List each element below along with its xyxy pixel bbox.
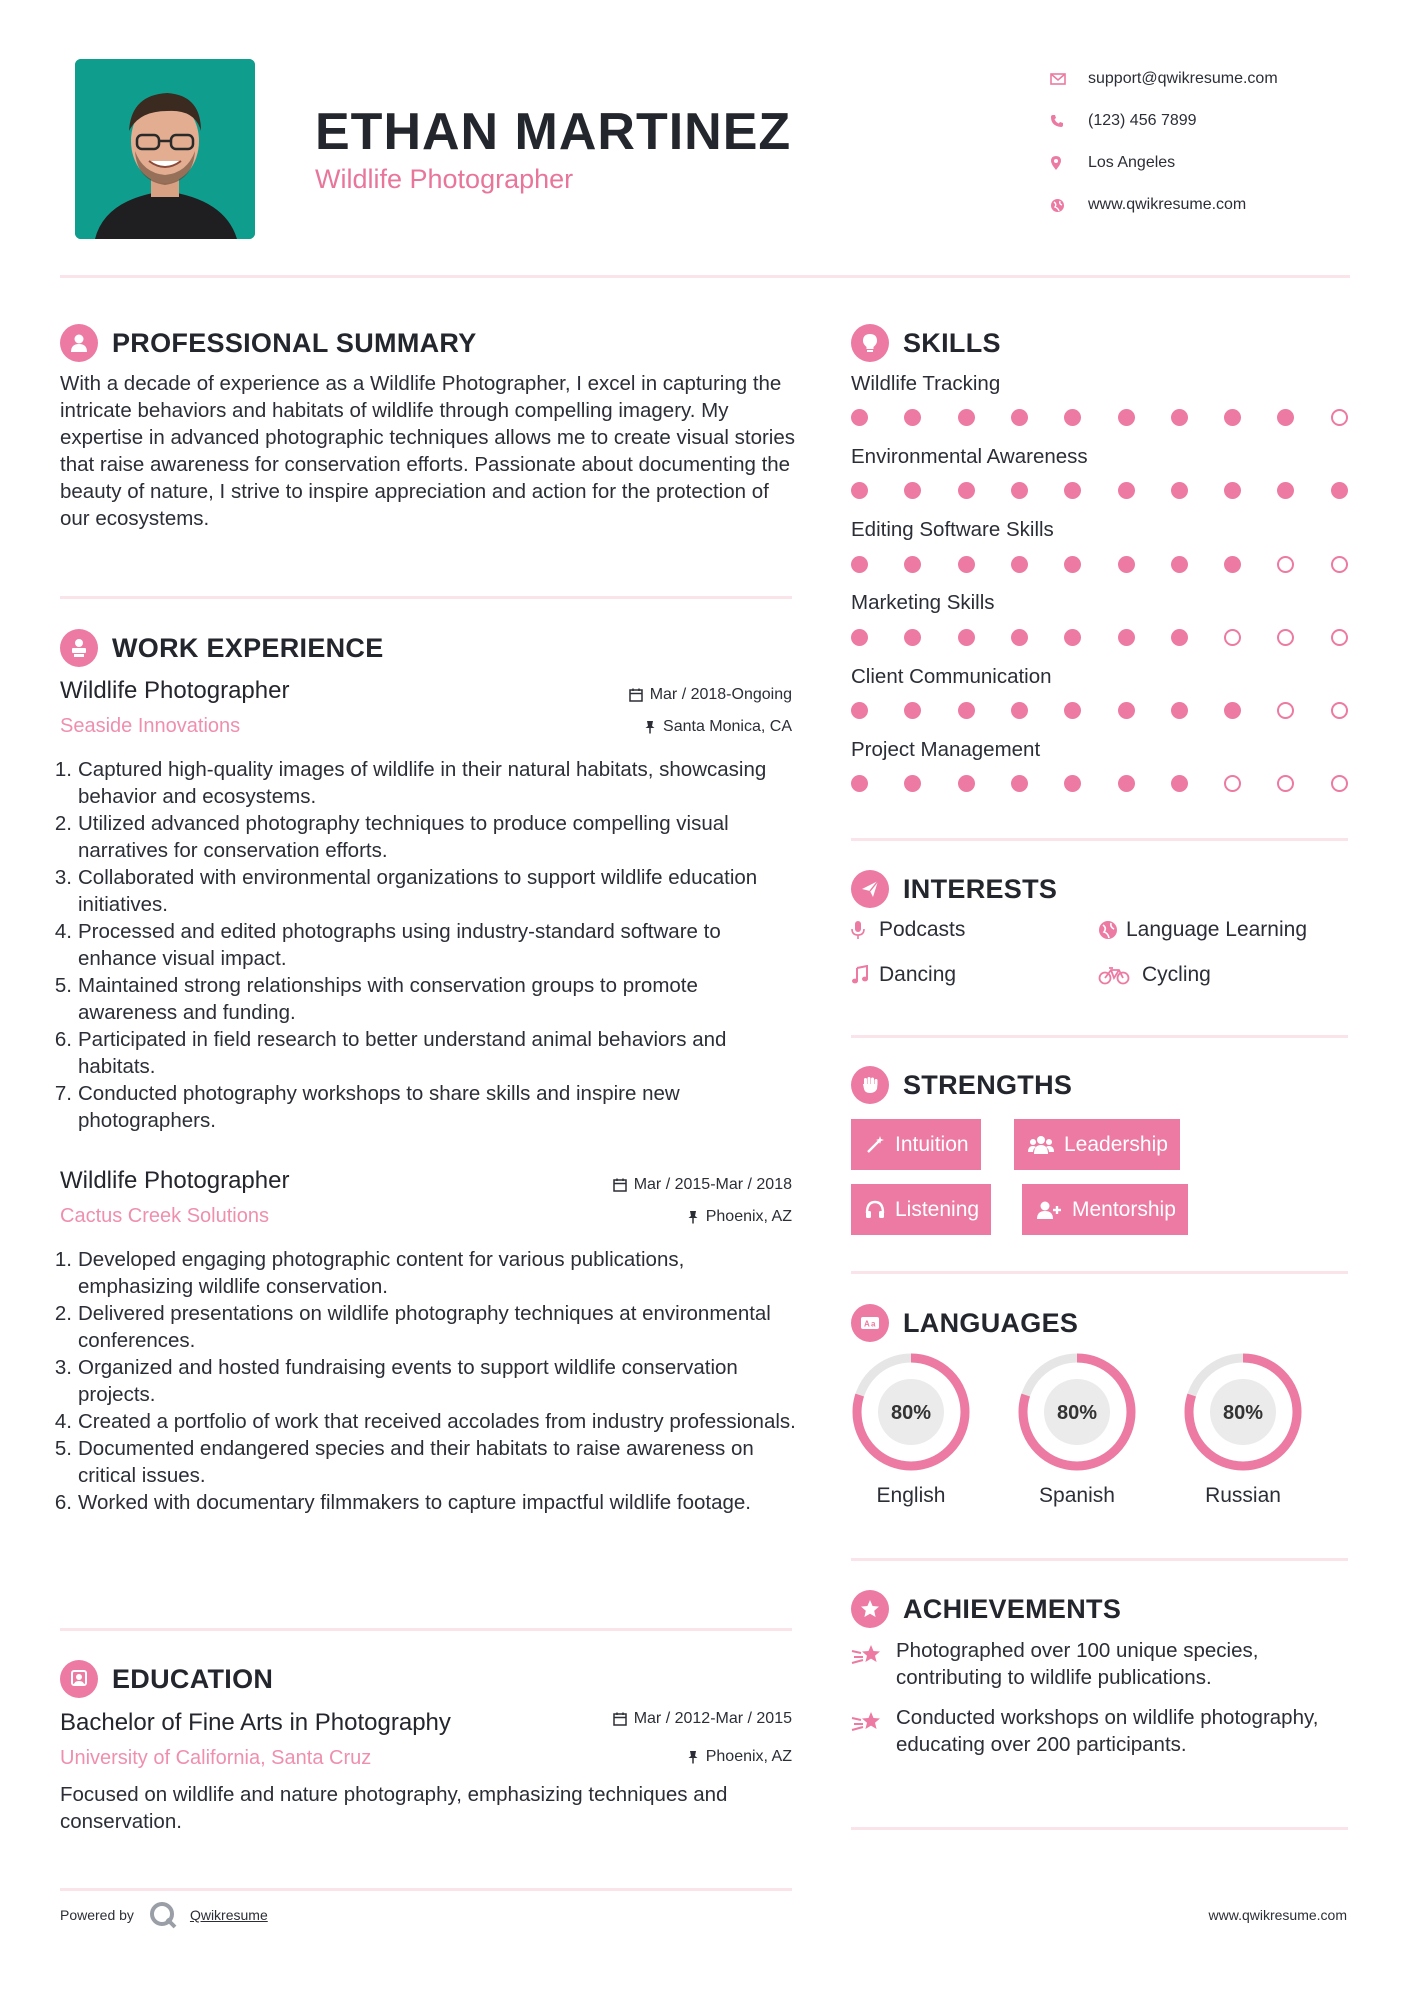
location-pin-icon <box>1050 153 1088 173</box>
skill-dot-empty <box>1277 702 1294 719</box>
skill-dot-filled <box>958 629 975 646</box>
skill-dot-filled <box>904 409 921 426</box>
list-item: 5. Documented endangered species and their habitats to raise awareness on critical issues. <box>54 1437 754 1487</box>
skill-dot-filled <box>1011 556 1028 573</box>
interest-label: Dancing <box>879 963 957 986</box>
skill-label: Editing Software Skills <box>851 518 1054 541</box>
interest-item <box>851 918 965 942</box>
contact-location <box>1050 142 1390 184</box>
skill-dot-filled <box>851 775 868 792</box>
achievement-text: Photographed over 100 unique species, contributing to wildlife publications. <box>896 1639 1259 1689</box>
footer-powered-by <box>60 1900 268 1930</box>
skill-dot-filled <box>958 775 975 792</box>
job-2-location-text: Phoenix, AZ <box>705 1208 792 1225</box>
education-location <box>687 1748 792 1766</box>
job-2-date-text: Mar / 2015-Mar / 2018 <box>633 1176 792 1193</box>
contact-location-text: Los Angeles <box>1088 154 1176 171</box>
list-item: 2. Delivered presentations on wildlife photography techniques at environmental conferences. <box>54 1302 771 1352</box>
education-divider <box>60 1888 792 1891</box>
interest-label: Podcasts <box>879 918 966 941</box>
skill-dot-empty <box>1224 775 1241 792</box>
phone-icon <box>1050 111 1088 131</box>
calendar-icon <box>613 1178 627 1192</box>
skill-dot-filled <box>1277 482 1294 499</box>
skill-dot-empty <box>1277 556 1294 573</box>
work-title: WORK EXPERIENCE <box>112 632 384 663</box>
skills-divider <box>851 838 1348 841</box>
contact-list <box>1050 58 1390 226</box>
language-item <box>1017 1352 1137 1508</box>
language-item <box>1183 1352 1303 1508</box>
job-1-location-text: Santa Monica, CA <box>663 718 792 735</box>
qwikresume-link[interactable]: Qwikresume <box>189 1907 268 1923</box>
contact-email-text: support@qwikresume.com <box>1088 70 1278 87</box>
list-item: 5. Maintained strong relationships with conservation groups to promote awareness and funding. <box>54 974 698 1024</box>
skill-dot-filled <box>904 556 921 573</box>
skill-dot-filled <box>1118 775 1135 792</box>
skill-dot-filled <box>1171 556 1188 573</box>
summary-text: With a decade of experience as a Wildlife Photographer, I excel in capturing the intricate behaviors and habitats of wildlife through compelling imagery. My expertise in advanced photographic techniques allows me to create visual stories that raise awareness for conservation efforts. Passionate about documenting the beauty of nature, I strive to inspire appreciation and action for the protection of our ecosystems. <box>60 372 795 530</box>
languages-title: LANGUAGES <box>903 1307 1079 1338</box>
candidate-name: ETHAN MARTINEZ <box>315 103 792 161</box>
work-divider <box>60 1628 792 1631</box>
contact-phone-text: (123) 456 7899 <box>1088 112 1197 129</box>
language-progress-ring <box>1017 1352 1137 1472</box>
list-item: 1. Captured high-quality images of wildlife in their natural habitats, showcasing behavior and ecosystems. <box>54 758 767 808</box>
skill-rating-5 <box>851 775 1351 795</box>
bicycle-icon <box>1098 965 1142 985</box>
skill-dot-filled <box>958 556 975 573</box>
skill-dot-filled <box>904 702 921 719</box>
music-note-icon <box>851 965 879 985</box>
svg-text:80%: 80% <box>890 1402 932 1424</box>
list-item: 6. Participated in field research to better understand animal behaviors and habitats. <box>54 1028 727 1078</box>
skill-dot-filled <box>851 702 868 719</box>
strength-chip <box>851 1184 991 1235</box>
list-item: 2. Utilized advanced photography techniques to produce compelling visual narratives for conservation efforts. <box>54 812 729 862</box>
skills-heading <box>851 324 1001 362</box>
job-2-duties <box>52 1246 802 1516</box>
microphone-icon <box>851 920 879 940</box>
summary-title: PROFESSIONAL SUMMARY <box>112 327 477 358</box>
svg-text:a: a <box>871 1319 876 1329</box>
lightbulb-icon <box>851 324 889 362</box>
skill-rating-3 <box>851 629 1351 649</box>
skill-dot-filled <box>1224 482 1241 499</box>
strength-label: Mentorship <box>1072 1197 1176 1221</box>
user-icon <box>60 324 98 362</box>
list-item: 4. Processed and edited photographs using industry-standard software to enhance visual impact. <box>54 920 721 970</box>
job-2-role: Wildlife Photographer <box>60 1167 290 1194</box>
skill-dot-filled <box>1224 409 1241 426</box>
list-item: 6. Worked with documentary filmmakers to capture impactful wildlife footage. <box>54 1491 751 1514</box>
list-item: 3. Organized and hosted fundraising events to support wildlife conservation projects. <box>54 1356 738 1406</box>
education-text: Focused on wildlife and nature photography, emphasizing techniques and conservation. <box>60 1783 728 1833</box>
skill-rating-0 <box>851 409 1351 429</box>
skill-label: Marketing Skills <box>851 591 995 614</box>
skill-dot-empty <box>1331 409 1348 426</box>
skill-dot-filled <box>1171 629 1188 646</box>
job-1-company: Seaside Innovations <box>60 715 241 737</box>
strengths-divider <box>851 1271 1348 1274</box>
profile-photo <box>75 59 255 239</box>
interest-label: Language Learning <box>1126 918 1308 941</box>
skill-dot-filled <box>1171 482 1188 499</box>
job-2-company: Cactus Creek Solutions <box>60 1205 269 1227</box>
skill-dot-empty <box>1277 629 1294 646</box>
achievements-divider <box>851 1827 1348 1830</box>
skills-title: SKILLS <box>903 327 1001 358</box>
job-1-location <box>644 718 792 736</box>
languages-heading <box>851 1304 1078 1342</box>
skill-dot-empty <box>1331 629 1348 646</box>
magic-wand-icon <box>865 1135 885 1155</box>
graduate-icon <box>60 1660 98 1698</box>
skill-rating-4 <box>851 702 1351 722</box>
interests-divider <box>851 1035 1348 1038</box>
job-2-location <box>687 1208 792 1226</box>
interest-label: Cycling <box>1142 963 1211 986</box>
envelope-icon <box>1050 69 1088 89</box>
fist-icon <box>851 1066 889 1104</box>
job-1-date-text: Mar / 2018-Ongoing <box>649 686 792 703</box>
pushpin-icon <box>687 1750 699 1764</box>
skill-dot-filled <box>1011 482 1028 499</box>
language-item <box>851 1352 971 1508</box>
list-item: 7. Conducted photography workshops to share skills and inspire new photographers. <box>54 1082 680 1132</box>
skill-dot-filled <box>851 409 868 426</box>
skill-dot-filled <box>958 702 975 719</box>
calendar-icon <box>629 688 643 702</box>
job-1-date <box>629 686 792 704</box>
skill-dot-filled <box>1118 482 1135 499</box>
skill-dot-filled <box>1011 775 1028 792</box>
skill-dot-filled <box>904 775 921 792</box>
strength-label: Leadership <box>1064 1132 1168 1156</box>
skill-dot-filled <box>1224 556 1241 573</box>
shooting-star-icon <box>851 1704 896 1758</box>
star-badge-icon <box>851 1590 889 1628</box>
language-name: Russian <box>1205 1484 1281 1507</box>
language-progress-ring <box>851 1352 971 1472</box>
skill-label: Environmental Awareness <box>851 445 1088 468</box>
interests-heading <box>851 870 1057 908</box>
skill-label: Wildlife Tracking <box>851 372 1001 395</box>
svg-text:A: A <box>864 1319 870 1329</box>
users-icon <box>1028 1135 1054 1155</box>
summary-divider <box>60 596 792 599</box>
skill-dot-filled <box>1011 702 1028 719</box>
skill-dot-filled <box>1064 482 1081 499</box>
skill-dot-filled <box>1224 702 1241 719</box>
interest-item <box>851 963 956 987</box>
list-item: 1. Developed engaging photographic content for various publications, emphasizing wildlife conservation. <box>54 1248 685 1298</box>
work-heading <box>60 629 384 667</box>
list-item: 4. Created a portfolio of work that received accolades from industry professionals. <box>54 1410 796 1433</box>
svg-text:80%: 80% <box>1056 1402 1098 1424</box>
header-divider <box>60 275 1350 278</box>
skill-label: Project Management <box>851 738 1041 761</box>
globe-icon <box>1098 920 1126 940</box>
strength-chip <box>851 1119 981 1170</box>
achievement-item <box>851 1704 1351 1758</box>
skill-dot-filled <box>1011 629 1028 646</box>
job-1-role: Wildlife Photographer <box>60 677 290 704</box>
strength-label: Intuition <box>895 1132 969 1156</box>
education-heading <box>60 1660 273 1698</box>
skill-dot-filled <box>958 409 975 426</box>
education-school: University of California, Santa Cruz <box>60 1747 372 1769</box>
contact-phone[interactable] <box>1050 100 1390 142</box>
skill-dot-empty <box>1331 775 1348 792</box>
skill-dot-filled <box>958 482 975 499</box>
globe-icon <box>1050 195 1088 215</box>
skill-dot-filled <box>1064 409 1081 426</box>
skill-dot-filled <box>851 556 868 573</box>
education-date <box>613 1710 792 1728</box>
language-name: English <box>876 1484 946 1507</box>
skill-rating-1 <box>851 482 1351 502</box>
list-item: 3. Collaborated with environmental organizations to support wildlife education initiatives. <box>54 866 758 916</box>
briefcase-icon <box>60 629 98 667</box>
interests-title: INTERESTS <box>903 873 1058 904</box>
strength-chip <box>1014 1119 1180 1170</box>
contact-website[interactable] <box>1050 184 1390 226</box>
skill-rating-2 <box>851 556 1351 576</box>
paper-plane-icon <box>851 870 889 908</box>
achievement-item <box>851 1637 1351 1691</box>
pushpin-icon <box>644 720 656 734</box>
calendar-icon <box>613 1712 627 1726</box>
skill-dot-empty <box>1224 629 1241 646</box>
education-degree: Bachelor of Fine Arts in Photography <box>60 1709 451 1736</box>
skill-dot-filled <box>1171 775 1188 792</box>
language-progress-ring <box>1183 1352 1303 1472</box>
language-name: Spanish <box>1039 1484 1115 1507</box>
strengths-title: STRENGTHS <box>903 1069 1073 1100</box>
achievements-heading <box>851 1590 1121 1628</box>
pushpin-icon <box>687 1210 699 1224</box>
contact-email[interactable] <box>1050 58 1390 100</box>
achievement-text: Conducted workshops on wildlife photography, educating over 200 participants. <box>896 1706 1319 1756</box>
candidate-title: Wildlife Photographer <box>315 164 574 194</box>
skill-dot-filled <box>1064 775 1081 792</box>
user-plus-icon <box>1036 1200 1062 1220</box>
job-2-date <box>613 1176 792 1194</box>
skill-dot-filled <box>1118 702 1135 719</box>
skill-dot-filled <box>1064 629 1081 646</box>
achievements-title: ACHIEVEMENTS <box>903 1593 1122 1624</box>
skill-dot-empty <box>1277 775 1294 792</box>
skill-dot-filled <box>904 482 921 499</box>
education-title: EDUCATION <box>112 1663 274 1694</box>
skill-dot-filled <box>1118 629 1135 646</box>
skill-dot-filled <box>1011 409 1028 426</box>
skill-dot-filled <box>851 629 868 646</box>
skill-dot-empty <box>1331 702 1348 719</box>
shooting-star-icon <box>851 1637 896 1691</box>
skill-label: Client Communication <box>851 665 1052 688</box>
interest-item <box>1098 963 1211 987</box>
skill-dot-filled <box>1118 409 1135 426</box>
strength-chip <box>1022 1184 1188 1235</box>
education-location-text: Phoenix, AZ <box>705 1748 792 1765</box>
headphones-icon <box>865 1200 885 1220</box>
skill-dot-filled <box>1171 409 1188 426</box>
strengths-heading <box>851 1066 1072 1104</box>
skill-dot-filled <box>1064 556 1081 573</box>
education-date-text: Mar / 2012-Mar / 2015 <box>633 1710 792 1727</box>
powered-by-label: Powered by <box>60 1907 134 1923</box>
summary-heading <box>60 324 477 362</box>
skill-dot-filled <box>1277 409 1294 426</box>
skill-dot-filled <box>1064 702 1081 719</box>
svg-text:80%: 80% <box>1222 1402 1264 1424</box>
languages-divider <box>851 1558 1348 1561</box>
skill-dot-filled <box>1331 482 1348 499</box>
language-icon <box>851 1304 889 1342</box>
skill-dot-filled <box>1171 702 1188 719</box>
contact-website-text: www.qwikresume.com <box>1088 196 1247 213</box>
skill-dot-empty <box>1331 556 1348 573</box>
qwikresume-logo-icon <box>148 1900 178 1930</box>
footer-url[interactable]: www.qwikresume.com <box>1208 1907 1347 1923</box>
job-1-duties <box>52 756 802 1134</box>
skill-dot-filled <box>851 482 868 499</box>
skill-dot-filled <box>1118 556 1135 573</box>
interest-item <box>1098 918 1307 942</box>
strength-label: Listening <box>895 1197 980 1221</box>
skill-dot-filled <box>904 629 921 646</box>
